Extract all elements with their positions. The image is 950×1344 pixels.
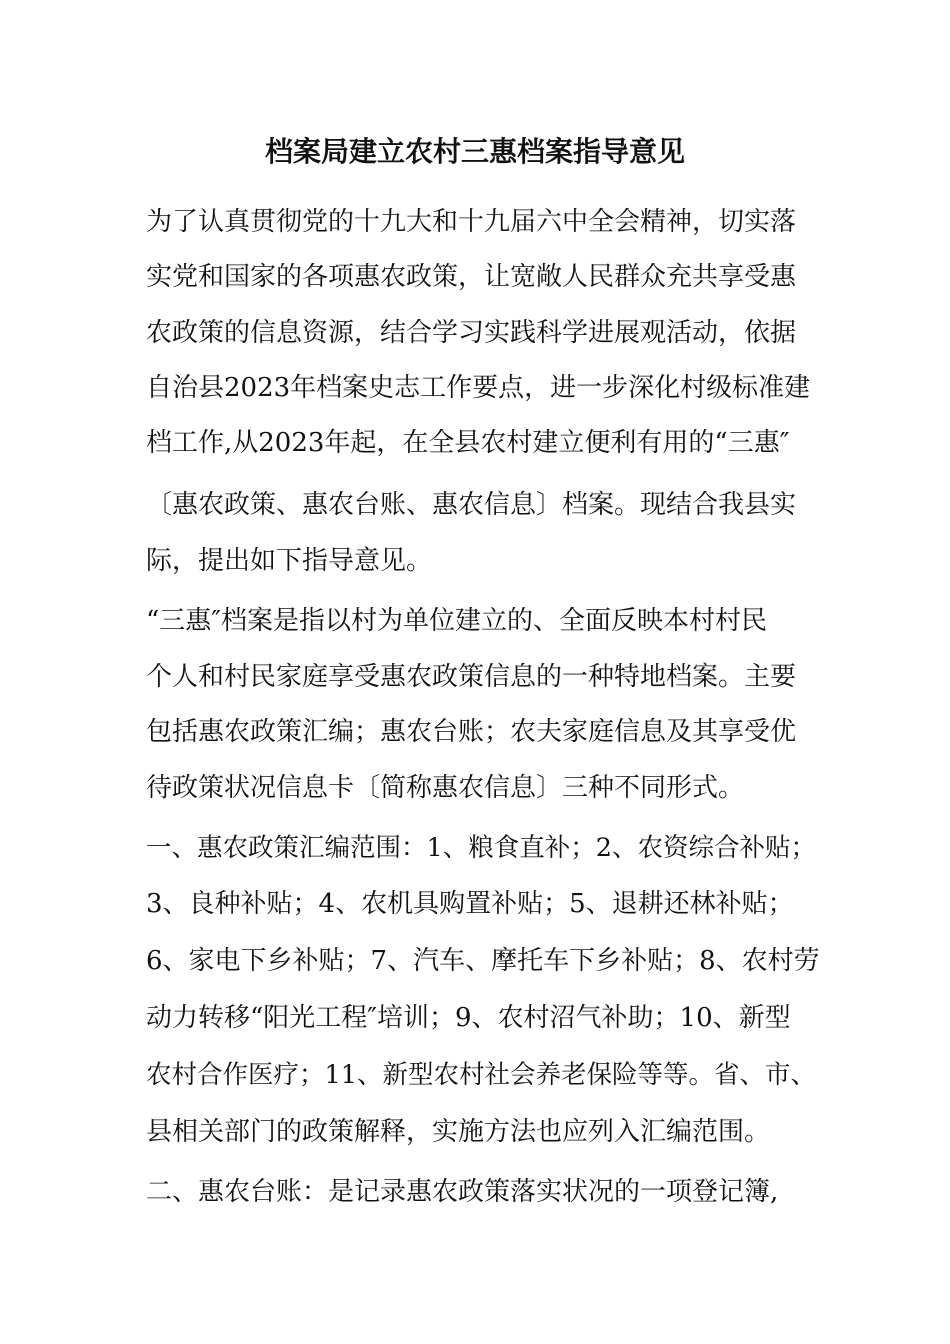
body-line-16: 农村合作医疗；11、新型农村社会养老保险等等。省、市、: [146, 1060, 816, 1090]
body-line-12: 一、惠农政策汇编范围：1、粮食直补；2、农资综合补贴；: [146, 833, 816, 863]
body-line-17: 县相关部门的政策解释，实施方法也应列入汇编范围。: [146, 1117, 771, 1147]
body-line-4: 自治县2023年档案史志工作要点，进一步深化村级标准建: [146, 373, 811, 403]
body-line-18: 二、惠农台账：是记录惠农政策落实状况的一项登记簿,: [146, 1177, 779, 1207]
body-line-5: 档工作,从2023年起，在全县农村建立便利有用的“三惠″: [146, 428, 790, 458]
document-title: 档案局建立农村三惠档案指导意见: [264, 135, 685, 168]
body-line-9: 个人和村民家庭享受惠农政策信息的一种特地档案。主要: [146, 662, 797, 692]
body-line-15: 动力转移“阳光工程″培训；9、农村沼气补助；10、新型: [146, 1003, 791, 1033]
body-line-7: 际，提出如下指导意见。: [146, 546, 433, 576]
body-line-1: 为了认真贯彻党的十九大和十九届六中全会精神，切实落: [146, 207, 797, 237]
body-line-11: 待政策状况信息卡〔简称惠农信息〕三种不同形式。: [146, 773, 745, 803]
body-line-8: “三惠″档案是指以村为单位建立的、全面反映本村村民: [146, 606, 768, 636]
body-line-14: 6、家电下乡补贴；7、汽车、摩托车下乡补贴；8、农村劳: [146, 946, 820, 976]
body-line-2: 实党和国家的各项惠农政策，让宽敞人民群众充共享受惠: [146, 262, 797, 292]
body-line-3: 农政策的信息资源，结合学习实践科学进展观活动，依据: [146, 318, 797, 348]
body-line-6: 〔惠农政策、惠农台账、惠农信息〕档案。现结合我县实: [146, 490, 797, 520]
body-line-10: 包括惠农政策汇编；惠农台账；农夫家庭信息及其享受优: [146, 717, 797, 747]
body-line-13: 3、良种补贴；4、农机具购置补贴；5、退耕还林补贴；: [146, 889, 794, 919]
